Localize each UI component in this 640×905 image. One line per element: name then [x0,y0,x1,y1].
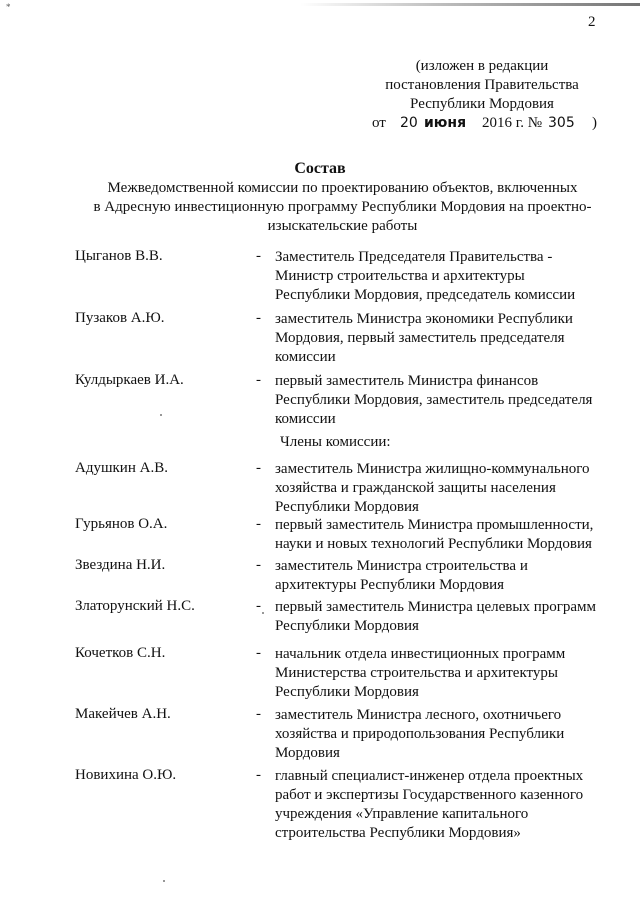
member-position [275,248,600,305]
member-dash: - [256,598,261,614]
position-line: первый заместитель Министра промышленности, [275,517,594,533]
member-dash: - [256,516,261,532]
member-dash: - [256,767,261,783]
position-line: строительства Республики Мордовия» [275,825,521,841]
header-line-2: постановления Правительства [385,77,579,93]
member-position [275,598,600,636]
subtitle-line-3: изыскательские работы [267,218,418,234]
position-line: Заместитель Председателя Правительства - [275,249,553,265]
member-name: Новихина О.Ю. [75,767,177,783]
position-line: заместитель Министра строительства и [275,558,528,574]
member-position [275,645,600,702]
position-line: комиссии [275,411,336,427]
date-day: 20 [400,115,418,131]
date-month: июня [424,115,467,131]
position-line: заместитель Министра жилищно-коммунального [275,461,590,477]
position-line: комиссии [275,349,336,365]
position-line: начальник отдела инвестиционных программ [275,646,566,662]
member-dash: - [256,248,261,264]
document-subtitle [80,179,605,236]
position-line: Республики Мордовия, заместитель председателя [275,392,593,408]
position-line: Мордовия, первый заместитель председателя [275,330,565,346]
position-line: Министерства строительства и архитектуры [275,665,558,681]
member-name: Златорунский Н.С. [75,598,195,614]
position-line: Министр строительства и архитектуры [275,268,525,284]
member-position [275,372,600,429]
member-dash: - [256,310,261,326]
position-line: первый заместитель Министра финансов [275,373,539,389]
member-dash: - [256,372,261,388]
date-year: 2016 г. № [482,115,543,131]
date-line [366,114,598,133]
members-heading: Члены комиссии: [280,434,391,450]
position-line: науки и новых технологий Республики Мордовия [275,536,592,552]
position-line: заместитель Министра экономики Республики [275,311,573,327]
member-position [275,557,600,595]
scan-speck [262,612,264,614]
scan-mark: * [6,2,12,12]
member-name: Звездина Н.И. [75,557,166,573]
subtitle-line-1: Межведомственной комиссии по проектированию объектов, включенных [107,180,578,196]
member-position [275,460,600,517]
header-line-1: (изложен в редакции [415,58,549,74]
member-position [275,516,600,554]
member-dash: - [256,557,261,573]
position-line: архитектуры Республики Мордовия [275,577,505,593]
position-line: первый заместитель Министра целевых программ [275,599,597,615]
member-name: Макейчев А.Н. [75,706,171,722]
member-position [275,310,600,367]
scan-speck [160,414,162,416]
member-position [275,706,600,763]
member-dash: - [256,645,261,661]
position-line: главный специалист-инженер отдела проектных [275,768,584,784]
member-dash: - [256,460,261,476]
position-line: хозяйства и гражданской защиты населения [275,480,556,496]
position-line: учреждения «Управление капитального [275,806,529,822]
member-name: Адушкин А.В. [75,460,168,476]
position-line: Республики Мордовия, председатель комиссии [275,287,576,303]
scan-artifact [300,3,640,6]
date-suffix: ) [592,115,597,131]
member-position [275,767,600,843]
header-line-3: Республики Мордовия [410,96,554,112]
page-number: 2 [588,14,596,30]
position-line: хозяйства и природопользования Республики [275,726,565,742]
member-name: Пузаков А.Ю. [75,310,165,326]
member-name: Гурьянов О.А. [75,516,168,532]
document-title: Состав [294,160,346,177]
position-line: заместитель Министра лесного, охотничьего [275,707,562,723]
subtitle-line-2: в Адресную инвестиционную программу Республики Мордовия на проектно- [93,199,592,215]
member-name: Кочетков С.Н. [75,645,166,661]
member-dash: - [256,706,261,722]
position-line: Мордовия [275,745,340,761]
position-line: работ и экспертизы Государственного казенного [275,787,584,803]
header-block [366,57,598,133]
position-line: Республики Мордовия [275,684,419,700]
position-line: Республики Мордовия [275,499,419,515]
position-line: Республики Мордовия [275,618,419,634]
date-number: 305 [548,115,575,131]
scan-speck [163,880,165,882]
member-name: Цыганов В.В. [75,248,163,264]
member-name: Кулдыркаев И.А. [75,372,184,388]
date-prefix: от [372,115,386,131]
